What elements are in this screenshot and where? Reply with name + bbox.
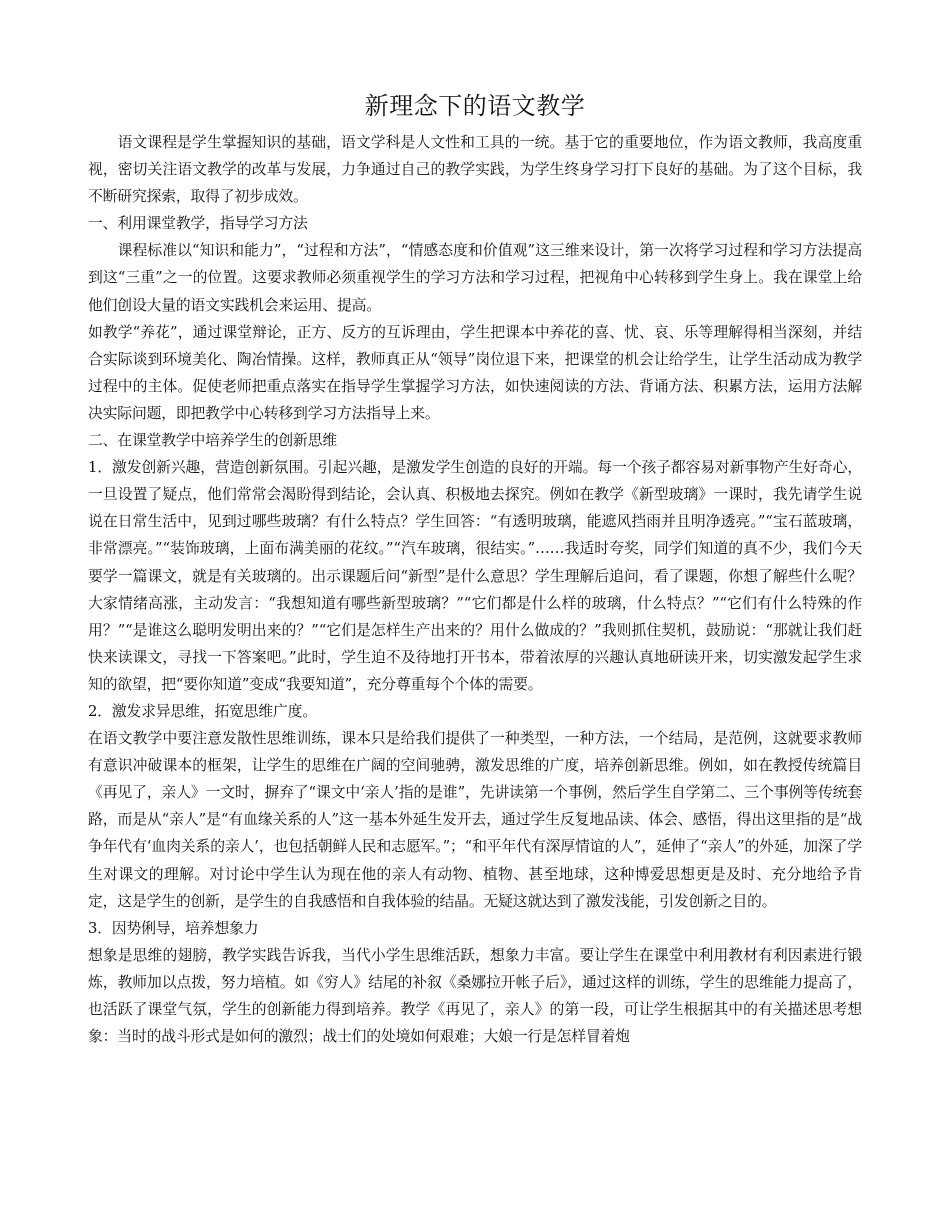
subheading: 3．因势俐导，培养想象力: [88, 919, 259, 937]
body-paragraph: 1．激发创新兴趣，营造创新氛围。引起兴趣，是激发学生创造的良好的开端。每一个孩子都容易对新事物产生好奇心，一旦设置了疑点，他们常常会渴盼得到结论，会认真、积极地去探究。例如在教学《新型玻璃》一课时，我先请学生说说在日常生活中，见到过哪些玻璃？有什么特点？学生回答：“有透明玻璃，能遮风挡雨并且明净透亮。”“宝石蓝玻璃，非常漂亮。”“装饰玻璃，上面布满美丽的花纹。”“汽车玻璃，很结实。”……我适时夸奖，同学们知道的真不少，我们今天要学一篇课文，就是有关玻璃的。出示课题后问“新型”是什么意思？学生理解后追问，看了课题，你想了解些什么呢？大家情绪高涨，主动发言：“我想知道有哪些新型玻璃？”“它们都是什么样的玻璃，什么特点？”“它们有什么特殊的作用？”“是谁这么聪明发明出来的？”“它们是怎样生产出来的？用什么做成的？”我则抓住契机，鼓励说：“那就让我们赶快来读课文，寻找一下答案吧。”此时，学生迫不及待地打开书本，带着浓厚的兴趣认真地研读开来，切实激发起学生求知的欲望，把“要你知道”变成“我要知道”，充分尊重每个个体的需要。: [88, 459, 862, 693]
body-paragraph: 想象是思维的翅膀，教学实践告诉我，当代小学生思维活跃，想象力丰富。要让学生在课堂中利用教材有利因素进行锻炼，教师加以点拨，努力培植。如《穷人》结尾的补叙《桑娜拉开帐子后》，通过这样的训练，学生的思维能力提高了，也活跃了课堂气氛，学生的创新能力得到培养。教学《再见了，亲人》的第一段，可让学生根据其中的有关描述思考想象：当时的战斗形式是如何的激烈；战士们的处境如何艰难；大娘一行是怎样冒着炮: [88, 946, 862, 1046]
intro-paragraph: 语文课程是学生掌握知识的基础，语文学科是人文性和工具的一统。基于它的重要地位，作为语文教师，我高度重视，密切关注语文教学的改革与发展，力争通过自己的教学实践，为学生终身学习打下良好的基础。为了这个目标，我不断研究探索，取得了初步成效。: [88, 134, 862, 206]
document-page: [88, 88, 862, 1050]
body-paragraph: 在语文教学中要注意发散性思维训练，课本只是给我们提供了一种类型，一种方法，一个结局，是范例，这就要求教师有意识冲破课本的框架，让学生的思维在广阔的空间驰骋，激发思维的广度，培养创新思维。例如，如在教授传统篇目《再见了，亲人》一文时，摒弃了“课文中‘亲人’指的是谁”，先讲读第一个事例，然后学生自学第二、三个事例等传统套路，而是从“亲人”是“有血缘关系的人”这一基本外延生发开去，通过学生反复地品读、体会、感悟，得出这里指的是“战争年代有‘血肉关系的亲人’，也包括朝鲜人民和志愿军。”；“和平年代有深厚情谊的人”，延伸了“亲人”的外延，加深了学生对课文的理解。对讨论中学生认为现在他的亲人有动物、植物、甚至地球，这种博爱思想更是及时、充分地给予肯定，这是学生的创新，是学生的自我感悟和自我体验的结晶。无疑这就达到了激发浅能，引发创新之目的。: [88, 730, 862, 910]
section-heading-1: 一、利用课堂教学，指导学习方法: [88, 215, 308, 233]
body-paragraph: 如教学“养花”，通过课堂辩论，正方、反方的互诉理由，学生把课本中养花的喜、忧、哀、乐等理解得相当深刻，并结合实际谈到环境美化、陶冶情操。这样，教师真正从“领导”岗位退下来，把课堂的机会让给学生，让学生活动成为教学过程中的主体。促使老师把重点落实在指导学生掌握学习方法，如快速阅读的方法、背诵方法、积累方法，运用方法解决实际问题，即把教学中心转移到学习方法指导上来。: [88, 323, 862, 422]
subheading: 2．激发求异思维，拓宽思维广度。: [88, 702, 317, 720]
section-heading-2: 二、在课堂教学中培养学生的创新思维: [88, 432, 337, 450]
body-paragraph: 课程标准以“知识和能力”，“过程和方法”，“情感态度和价值观”这三维来设计，第一次将学习过程和学习方法提高到这“三重”之一的位置。这要求教师必须重视学生的学习方法和学习过程，把视角中心转移到学生身上。我在课堂上给他们创设大量的语文实践机会来运用、提高。: [88, 242, 862, 314]
document-title: 新理念下的语文教学: [364, 92, 586, 120]
